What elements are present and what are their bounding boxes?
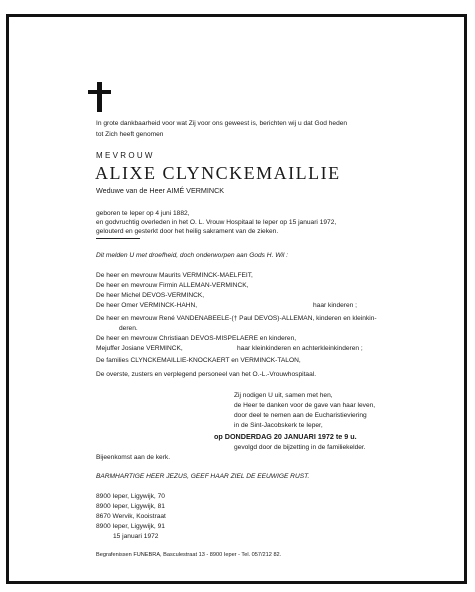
grandchildren-line-2: deren.	[119, 325, 138, 332]
grandchildren-label: haar kleinkinderen en achterkleinkinderen ;	[237, 345, 363, 352]
intro-line-1: In grote dankbaarheid voor wat Zij voor ons geweest is, berichten wij u dat God heden	[96, 120, 348, 127]
invitation-line-3: door deel te nemen aan de Eucharistieviering	[234, 412, 367, 419]
family-line-1: De heer en mevrouw Maurits VERMINCK-MAELFEIT,	[96, 272, 253, 279]
invitation-line-4: in de Sint-Jacobskerk te Ieper,	[234, 422, 323, 429]
burial-line: gevolgd door de bijzetting in de familiekelder.	[234, 444, 366, 451]
address-line-2: 8900 Ieper, Ligywijk, 81	[96, 503, 165, 510]
address-line-1: 8900 Ieper, Ligywijk, 70	[96, 493, 165, 500]
address-line-3: 8670 Wervik, Kooistraat	[96, 513, 166, 520]
announce-line: Dit melden U met droefheid, doch onderworpen aan Gods H. Wil :	[96, 252, 288, 259]
family-line-3: De heer Michel DEVOS-VERMINCK,	[96, 292, 205, 299]
ceremony-date: op DONDERDAG 20 JANUARI 1972 te 9 u.	[214, 432, 357, 441]
bio-line-3: gelouterd en gesterkt door het heilig sakrament van de zieken.	[96, 228, 279, 235]
deceased-name: ALIXE CLYNCKEMAILLIE	[95, 163, 341, 183]
family-line-4: De heer Omer VERMINCK-HAHN,	[96, 302, 198, 309]
invitation-line-1: Zij nodigen U uit, samen met hen,	[234, 392, 333, 399]
notice-border	[6, 14, 467, 584]
date-line: 15 januari 1972	[113, 533, 159, 540]
title-prefix: MEVROUW	[96, 151, 155, 160]
cross-icon-bar	[88, 90, 111, 94]
grandchildren-line-4: Mejuffer Josiane VERMINCK,	[96, 345, 183, 352]
grandchildren-line-1: De heer en mevrouw René VANDENABEELE-(† Paul DEVOS)-ALLEMAN, kinderen en kleinkin-	[96, 315, 377, 322]
intro-line-2: tot Zich heeft genomen	[96, 131, 164, 138]
spouse-line: Weduwe van de Heer AIMÉ VERMINCK	[96, 186, 225, 195]
cross-icon	[97, 82, 102, 112]
grandchildren-line-3: De heer en mevrouw Christiaan DEVOS-MISPELAERE en kinderen,	[96, 335, 297, 342]
address-line-4: 8900 Ieper, Ligywijk, 91	[96, 523, 165, 530]
children-label: haar kinderen ;	[313, 302, 357, 309]
gathering-line: Bijeenkomst aan de kerk.	[96, 454, 171, 461]
bio-line-2: en godvruchtig overleden in het O. L. Vrouw Hospitaal te Ieper op 15 januari 1972,	[96, 219, 337, 226]
bio-line-1: geboren te Ieper op 4 juni 1882,	[96, 210, 190, 217]
staff-line: De overste, zusters en verplegend personeel van het O.-L.-Vrouwhospitaal.	[96, 371, 317, 378]
prayer-line: BARMHARTIGE HEER JEZUS, GEEF HAAR ZIEL DE EEUWIGE RUST.	[96, 473, 310, 480]
invitation-line-2: de Heer te danken voor de gave van haar leven,	[234, 402, 376, 409]
divider	[96, 238, 140, 239]
footer-line: Begrafenissen FUNEBRA, Basculestraat 13 - 8900 Ieper - Tel. 057/212 82.	[96, 552, 282, 558]
families-line: De families CLYNCKEMAILLIE-KNOCKAERT en VERMINCK-TALON,	[96, 357, 301, 364]
family-line-2: De heer en mevrouw Firmin ALLEMAN-VERMINCK,	[96, 282, 249, 289]
